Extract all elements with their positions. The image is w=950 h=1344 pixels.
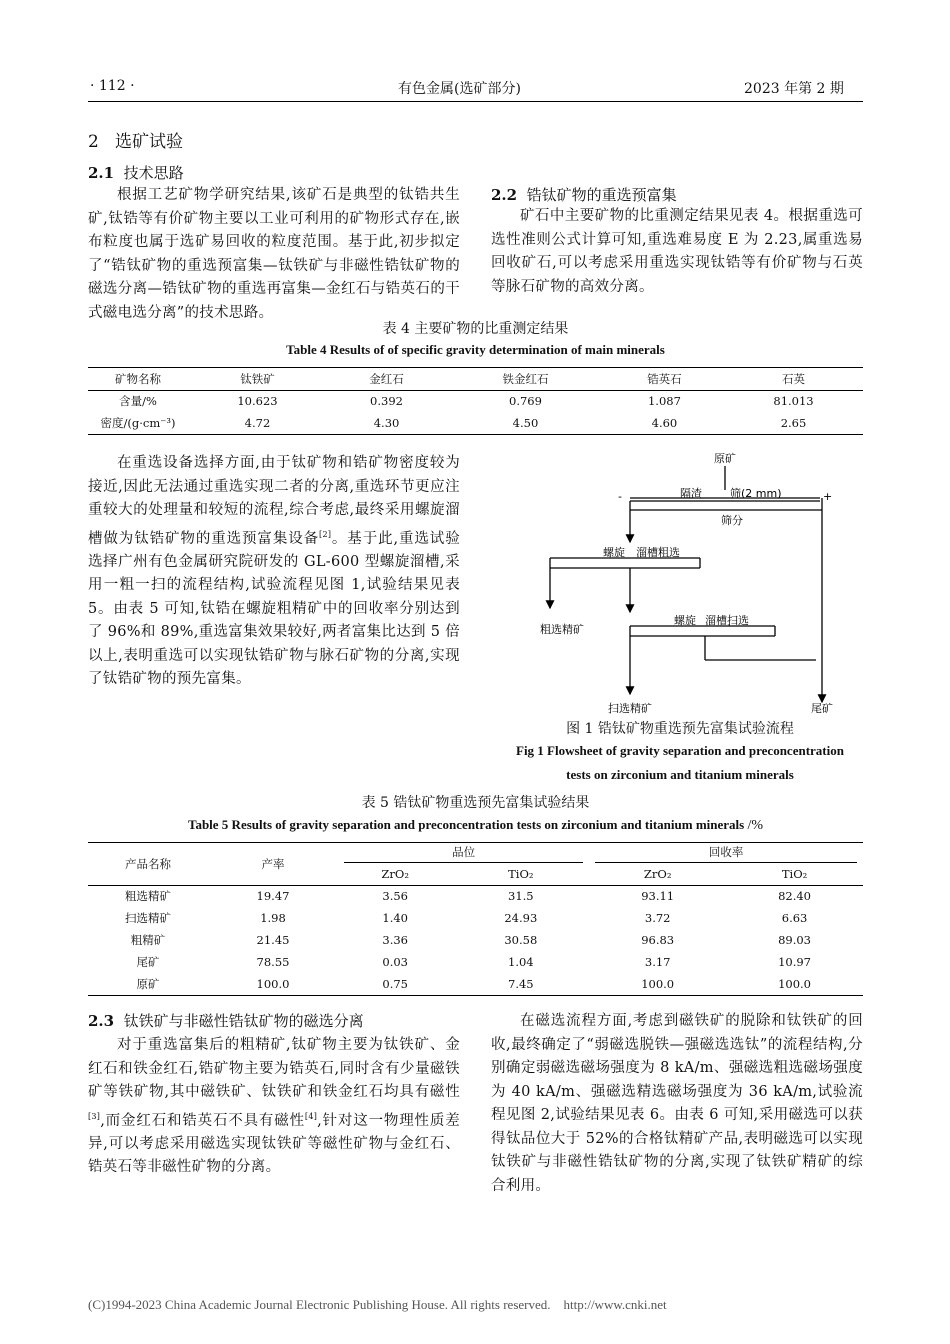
table4-header-cell: 铁金红石 — [502, 372, 549, 387]
table5-cell: 原矿 — [136, 976, 160, 991]
table4-header-cell: 石英 — [782, 372, 805, 387]
citation-2: [2] — [319, 529, 332, 539]
table4-cell: 0.392 — [370, 394, 403, 409]
table5-cell: 粗精矿 — [130, 933, 166, 947]
left-column-top — [88, 127, 460, 185]
fig1-slag-removal: 隔渣 — [680, 487, 702, 500]
table5-sub-tio2: TiO₂ — [508, 867, 534, 882]
table5-header-row-1 — [88, 843, 863, 864]
table5-cell: 30.58 — [504, 933, 538, 947]
table4-cell: 4.30 — [373, 415, 400, 430]
table5-cell: 78.55 — [256, 955, 290, 969]
fig1-plus: + — [823, 490, 833, 503]
table5-cell: 31.5 — [508, 889, 534, 904]
table4-cell: 1.087 — [647, 394, 681, 409]
section-2-1-title: 技术思路 — [123, 164, 184, 182]
table-row — [88, 973, 863, 995]
table5-cell: 96.83 — [641, 933, 675, 947]
table4-caption-en: Table 4 Results of of specific gravity determination of main minerals — [286, 342, 665, 357]
section-2-3-number: 2.3 — [88, 1012, 115, 1030]
table5-cell: 100.0 — [641, 976, 675, 991]
table5-sub-zro2: ZrO₂ — [643, 867, 672, 882]
copyright-footer: (C)1994-2023 China Academic Journal Electronic Publishing House. All rights reserved. http://www.cnki.net — [88, 1297, 667, 1312]
table5-cell: 21.45 — [256, 933, 290, 947]
table5-cell: 3.36 — [382, 933, 408, 947]
table5-unit: /% — [747, 818, 764, 833]
section-2-3-paragraph-2: 在磁选流程方面,考虑到磁铁矿的脱除和钛铁矿的回收,最终确定了“弱磁选脱铁—强磁选选钛”的流程结构,分别确定弱磁选磁场强度为 8 kA/m、强磁选粗选磁场强度为 40 kA/m、强磁选精选磁场强度为 36 kA/m,试验流程见图 2,试验结果见表 6。由表 6 可知,采用磁选可以获得钛品位大于 52%的合格钛精矿产品,表明磁选可以实现钛铁矿与非磁性锆钛矿物的分离,实现了钛铁矿精矿的综合利用。 — [491, 1013, 863, 1194]
figure1-caption-en-1: Fig 1 Flowsheet of gravity separation and preconcentration — [516, 743, 844, 758]
fig1-raw-ore: 原矿 — [714, 452, 736, 465]
section-2-heading — [88, 127, 460, 152]
section-2-1-paragraph: 根据工艺矿物学研究结果,该矿石是典型的钛锆共生矿,钛锆等有价矿物主要以工业可利用的矿物形式存在,嵌布粒度也属于选矿易回收的粒度范围。基于此,初步拟定了“锆钛矿物的重选预富集—钛铁矿与非磁性锆钛矿物的磁选分离—锆钛矿物的重选再富集—金红石与锆英石的干式磁电选分离”的技术思路。 — [88, 187, 460, 321]
table4-caption-cn: 表 4 主要矿物的比重测定结果 — [382, 321, 569, 337]
table5-header-name: 产品名称 — [88, 843, 208, 885]
journal-name: 有色金属(选矿部分) — [398, 81, 521, 97]
paragraph-text-b: 。基于此,重选试验选择广州有色金属研究院研发的 GL-600 型螺旋溜槽,采用一粗一扫的流程结构,试验流程见图 1,试验结果见表 5。由表 5 可知,钛锆在螺旋粗精矿中的回收率分别达到了 96%和 89%,重选富集效果较好,两者富集比达到 5 倍以上,表明重选可以实现钛锆矿物与脉石矿物的分离,实现了钛锆矿物的预先富集。 — [88, 530, 461, 688]
table4-header-cell: 钛铁矿 — [240, 372, 275, 387]
table4-header-row — [88, 369, 863, 390]
fig1-scavenge-label: 溜槽扫选 — [705, 614, 749, 627]
table-row — [88, 929, 863, 951]
page-number: · 112 · — [90, 78, 135, 94]
paragraph-text-c: ,针对这一物理性质差异,可以考虑采用磁选实现钛铁矿等磁性矿物与金红石、锆英石等非磁性矿物的分离。 — [88, 1112, 461, 1176]
table5-header-recovery — [589, 843, 863, 864]
fig1-rough-label: 溜槽粗选 — [636, 546, 680, 559]
table4-header-cell: 矿物名称 — [115, 372, 161, 387]
table-row — [88, 951, 863, 973]
table4-cell: 4.72 — [244, 415, 271, 430]
table5-cell: 扫选精矿 — [125, 911, 171, 925]
table5-header-grade — [338, 843, 589, 864]
citation-3: [3] — [88, 1111, 101, 1121]
fig1-spiral-scavenge: 螺旋 — [674, 614, 696, 627]
table5-cell: 3.56 — [382, 889, 408, 904]
table4-cell: 81.013 — [773, 394, 814, 409]
table5-cell: 7.45 — [508, 976, 534, 991]
table5-cell: 89.03 — [778, 933, 812, 947]
fig1-scavenge-concentrate: 扫选精矿 — [608, 702, 652, 715]
table5 — [88, 843, 863, 996]
table4 — [88, 369, 863, 435]
table-row — [88, 412, 863, 434]
section-2-1-number: 2.1 — [88, 164, 115, 182]
fig1-screen-size: 筛(2 mm) — [730, 487, 782, 500]
table5-cell: 尾矿 — [136, 955, 160, 969]
table5-sub-tio2: TiO₂ — [781, 867, 808, 882]
section-2-3-title: 钛铁矿与非磁性锆钛矿物的磁选分离 — [123, 1012, 364, 1030]
table5-sub-zro2: ZrO₂ — [381, 867, 409, 882]
fig1-spiral-rough: 螺旋 — [603, 546, 625, 559]
citation-4: [4] — [304, 1111, 318, 1121]
table-row — [88, 390, 863, 412]
table-row — [88, 885, 863, 907]
table5-cell: 3.17 — [644, 955, 671, 969]
table5-cell: 19.47 — [256, 889, 290, 904]
table4-top-rule — [88, 367, 863, 368]
table5-cell: 10.97 — [778, 955, 812, 969]
table5-cell: 0.03 — [382, 955, 408, 969]
section-2-3-heading — [88, 1010, 460, 1031]
table5-cell: 6.63 — [781, 911, 808, 925]
table5-recovery-label: 回收率 — [595, 844, 857, 863]
table5-grade-label: 品位 — [344, 844, 583, 863]
table5-caption-en — [88, 817, 863, 834]
table4-cell: 密度/(g·cm⁻³) — [100, 415, 176, 430]
table4-cell: 2.65 — [780, 415, 807, 430]
fig1-rough-concentrate: 粗选精矿 — [540, 623, 584, 636]
table4-header-cell: 金红石 — [369, 372, 404, 387]
fig1-screening: 筛分 — [721, 514, 743, 527]
section-2-number: 2 — [88, 132, 99, 152]
table5-cell: 24.93 — [504, 911, 538, 925]
table5-cell: 1.40 — [382, 911, 408, 925]
table-row — [88, 907, 863, 929]
table4-cell: 4.50 — [512, 415, 539, 430]
section-2-2-heading — [491, 184, 863, 205]
fig1-tailings: 尾矿 — [811, 702, 833, 715]
table5-cell: 93.11 — [641, 889, 675, 904]
flow-top — [88, 184, 863, 334]
table5-cell: 0.75 — [382, 976, 408, 991]
fig1-minus: - — [618, 490, 622, 503]
section-2-2-number: 2.2 — [491, 186, 518, 204]
gravity-equipment-paragraph — [88, 452, 460, 692]
table4-cell: 4.60 — [651, 415, 678, 430]
table5-cell: 1.04 — [508, 955, 534, 969]
table5-cell: 82.40 — [778, 889, 812, 904]
section-2-2-title: 锆钛矿物的重选预富集 — [526, 186, 677, 204]
paragraph-text-b: ,而金红石和锆英石不具有磁性 — [100, 1112, 305, 1129]
table5-cell: 100.0 — [256, 976, 290, 991]
table4-cell: 含量/% — [119, 394, 157, 409]
table5-header-yield: 产率 — [208, 843, 338, 885]
figure1-flowsheet — [490, 450, 870, 718]
table5-caption-cn: 表 5 锆钛矿物重选预先富集试验结果 — [361, 795, 590, 811]
section-2-3-paragraph-1 — [88, 1034, 460, 1180]
journal-issue: 2023 年第 2 期 — [744, 81, 844, 97]
table5-cell: 粗选精矿 — [125, 889, 171, 904]
section-2-1-heading — [88, 162, 460, 183]
paragraph-text-a: 在重选设备选择方面,由于钛矿物和锆矿物密度较为接近,因此无法通过重选实现二者的分离,重选环节更应注重较大的处理量和较短的流程,综合考虑,最终采用螺旋溜槽做为钛锆矿物的重选预富集设备 — [88, 455, 460, 547]
table4-header-cell: 锆英石 — [647, 372, 682, 387]
section-2-title: 选矿试验 — [115, 132, 184, 152]
table5-cell: 3.72 — [644, 911, 671, 925]
section-2-2-paragraph: 矿石中主要矿物的比重测定结果见表 4。根据重选可选性准则公式计算可知,重选难易度 E 为 2.23,属重选易回收矿石,可以考虑采用重选实现钛锆等有价矿物与石英等脉石矿物的高效分离。 — [491, 208, 863, 295]
paragraph-text-a: 对于重选富集后的粗精矿,钛矿物主要为钛铁矿、金红石和铁金红石,锆矿物主要为锆英石,同时含有少量磁铁矿等铁矿物,其中磁铁矿、钛铁矿和铁金红石均具有磁性 — [88, 1037, 460, 1100]
header-rule — [88, 101, 863, 102]
table4-cell: 10.623 — [237, 394, 278, 409]
table5-caption-text: Table 5 Results of gravity separation and preconcentration tests on zirconium and titanium minerals — [187, 817, 745, 832]
table4-cell: 0.769 — [509, 394, 542, 409]
figure1-caption-en-2: tests on zirconium and titanium minerals — [566, 767, 794, 782]
table5-cell: 1.98 — [260, 911, 286, 925]
table5-cell: 100.0 — [778, 976, 812, 991]
figure1-caption-cn: 图 1 锆钛矿物重选预先富集试验流程 — [566, 721, 794, 737]
